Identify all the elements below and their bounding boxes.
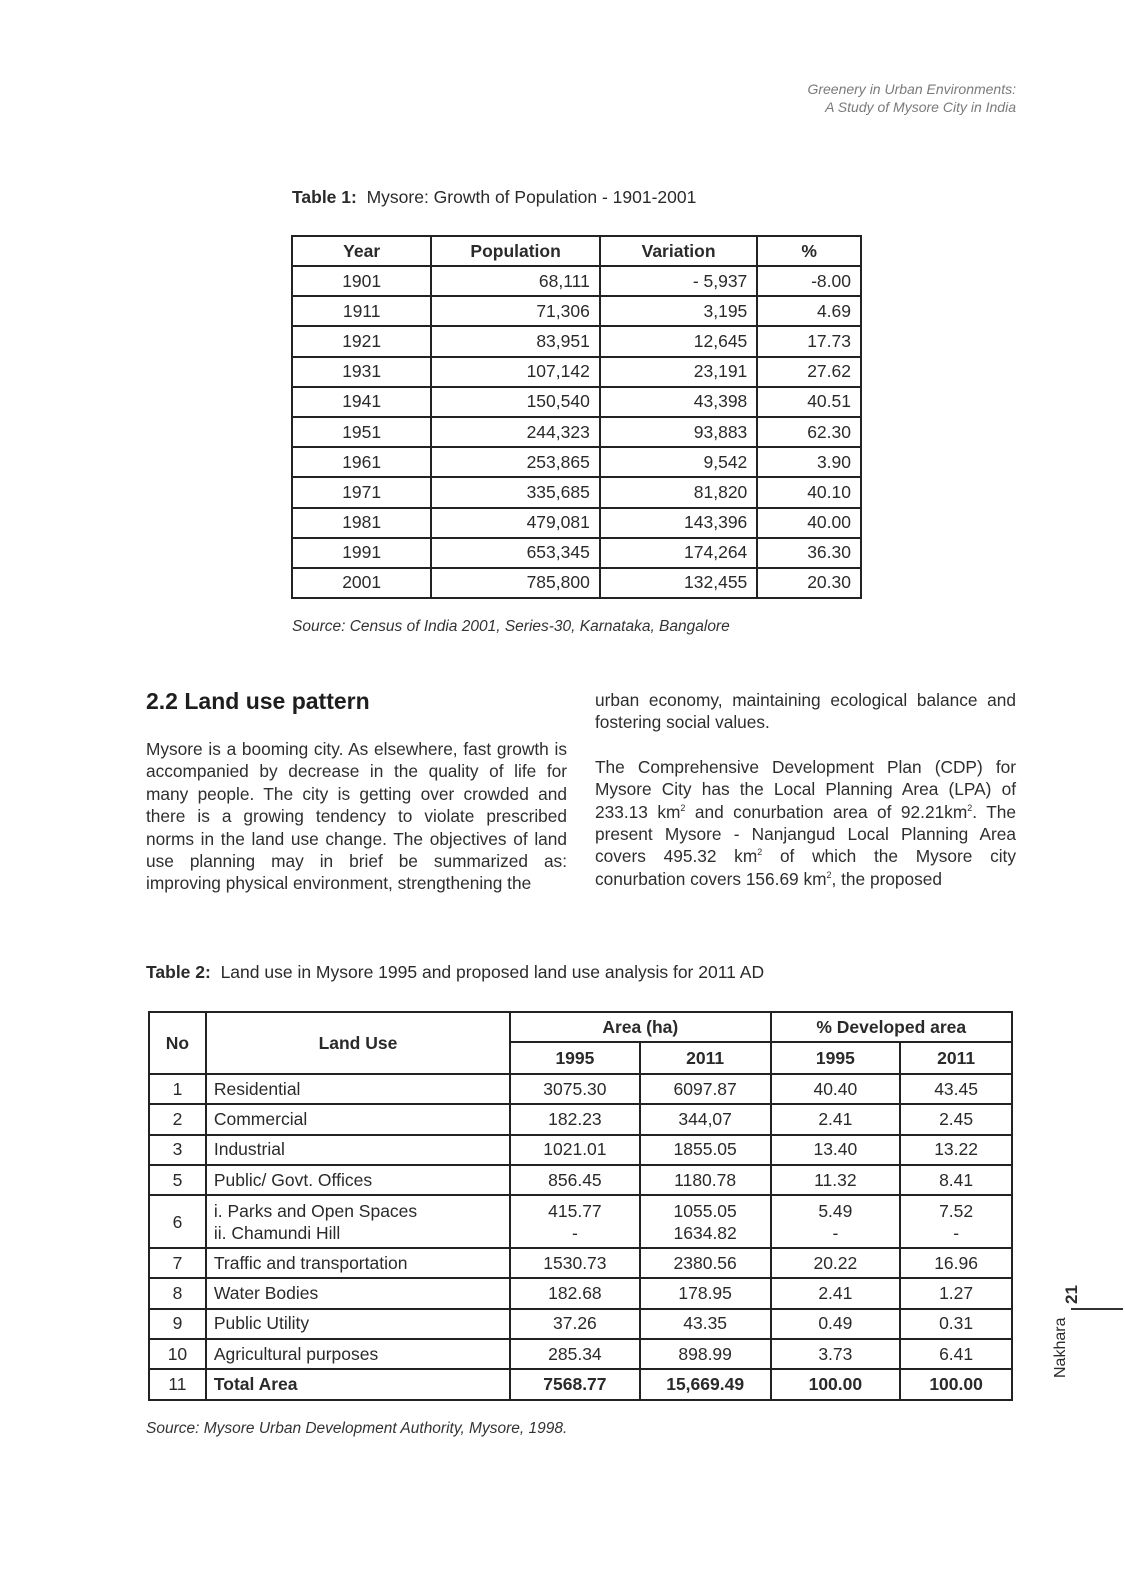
cell-dev-1995 <box>771 1195 901 1248</box>
superscript: 2 <box>680 802 686 813</box>
col-developed-group: % Developed area <box>771 1012 1012 1042</box>
table-total-row <box>149 1369 1012 1399</box>
col-area-1995: 1995 <box>510 1042 640 1074</box>
cell-population: 244,323 <box>431 417 600 447</box>
cell-land-use: Water Bodies <box>206 1278 510 1308</box>
cell-population: 83,951 <box>431 326 600 356</box>
superscript: 2 <box>967 802 973 813</box>
cell-percent: 17.73 <box>757 326 861 356</box>
cell-percent: -8.00 <box>757 266 861 296</box>
table-row <box>292 326 861 356</box>
cell-no: 2 <box>149 1104 206 1134</box>
cell-area-1995: 182.68 <box>510 1278 640 1308</box>
table-row <box>149 1339 1012 1369</box>
table-row <box>292 357 861 387</box>
table-row <box>149 1278 1012 1308</box>
divider <box>1071 1308 1123 1310</box>
cell-no: 1 <box>149 1074 206 1104</box>
cell-year: 2001 <box>292 568 431 598</box>
value: - <box>832 1222 839 1243</box>
value: - <box>953 1222 960 1243</box>
cell-area-2011: 1180.78 <box>640 1165 771 1195</box>
table-row <box>292 477 861 507</box>
cell-year: 1991 <box>292 538 431 568</box>
col-area-group: Area (ha) <box>510 1012 770 1042</box>
table-row <box>292 296 861 326</box>
running-header <box>807 80 1016 116</box>
cell-dev-1995: 100.00 <box>771 1369 901 1399</box>
cell-land-use: Traffic and transportation <box>206 1248 510 1278</box>
header-line-2: A Study of Mysore City in India <box>825 99 1016 115</box>
cell-area-1995: 182.23 <box>510 1104 640 1134</box>
table-header-row <box>149 1012 1012 1042</box>
cell-variation: 132,455 <box>600 568 757 598</box>
cell-area-2011: 15,669.49 <box>640 1369 771 1399</box>
cell-dev-1995: 3.73 <box>771 1339 901 1369</box>
text-span: , the proposed <box>831 868 943 889</box>
cell-year: 1921 <box>292 326 431 356</box>
section-heading: 2.2 Land use pattern <box>146 688 370 714</box>
cell-land-use: Residential <box>206 1074 510 1104</box>
cell-no: 9 <box>149 1309 206 1339</box>
cell-land-use: Commercial <box>206 1104 510 1134</box>
cell-area-1995: 856.45 <box>510 1165 640 1195</box>
magazine-name: Nakhara <box>1052 1317 1069 1378</box>
superscript: 2 <box>826 870 832 881</box>
cell-no: 10 <box>149 1339 206 1369</box>
right-paragraph-1: urban economy, maintaining ecological balance and fostering social values. <box>595 690 1016 733</box>
cell-year: 1931 <box>292 357 431 387</box>
value: 1634.82 <box>673 1222 737 1243</box>
table1-label: Table 1: <box>292 187 357 207</box>
cell-variation: 3,195 <box>600 296 757 326</box>
table-header-row <box>292 236 861 266</box>
table-row <box>292 568 861 598</box>
col-dev-2011: 2011 <box>900 1042 1012 1074</box>
cell-dev-1995: 13.40 <box>771 1135 901 1165</box>
value: - <box>571 1222 578 1243</box>
table-row <box>292 417 861 447</box>
text-span: and conurbation area of 92.21km <box>685 801 968 822</box>
cell-year: 1961 <box>292 447 431 477</box>
cell-area-2011: 43.35 <box>640 1309 771 1339</box>
cell-no: 6 <box>149 1195 206 1248</box>
table-row <box>149 1165 1012 1195</box>
table-row <box>292 508 861 538</box>
header-line-1: Greenery in Urban Environments: <box>807 81 1016 97</box>
cell-year: 1951 <box>292 417 431 447</box>
cell-dev-2011: 0.31 <box>900 1309 1012 1339</box>
cell-percent: 27.62 <box>757 357 861 387</box>
cell-year: 1981 <box>292 508 431 538</box>
cell-population: 150,540 <box>431 387 600 417</box>
cell-land-use: Industrial <box>206 1135 510 1165</box>
cell-percent: 20.30 <box>757 568 861 598</box>
cell-population: 107,142 <box>431 357 600 387</box>
cell-percent: 3.90 <box>757 447 861 477</box>
cell-year: 1911 <box>292 296 431 326</box>
table1-caption <box>292 187 696 208</box>
sub-item-chamundi: ii. Chamundi Hill <box>213 1222 341 1243</box>
cell-population: 479,081 <box>431 508 600 538</box>
cell-dev-1995: 20.22 <box>771 1248 901 1278</box>
table-row <box>292 538 861 568</box>
cell-area-2011: 6097.87 <box>640 1074 771 1104</box>
cell-variation: 43,398 <box>600 387 757 417</box>
cell-dev-1995: 40.40 <box>771 1074 901 1104</box>
cell-variation: 93,883 <box>600 417 757 447</box>
text-span: . The present Mysore - Nanjangud Local Planning Area covers 495.32 km <box>595 801 1016 867</box>
cell-area-1995 <box>510 1195 640 1248</box>
cell-population: 653,345 <box>431 538 600 568</box>
cell-percent: 40.51 <box>757 387 861 417</box>
right-column <box>595 689 1016 912</box>
cell-area-1995: 1530.73 <box>510 1248 640 1278</box>
table-row <box>292 447 861 477</box>
table2-label: Table 2: <box>146 962 211 982</box>
cell-percent: 40.00 <box>757 508 861 538</box>
right-paragraph-2 <box>595 756 1016 890</box>
cell-population: 335,685 <box>431 477 600 507</box>
cell-dev-2011: 100.00 <box>900 1369 1012 1399</box>
value: 5.49 <box>818 1200 853 1221</box>
col-no: No <box>149 1012 206 1074</box>
cell-land-use <box>206 1195 510 1248</box>
cell-land-use: Public/ Govt. Offices <box>206 1165 510 1195</box>
cell-year: 1941 <box>292 387 431 417</box>
cell-no: 5 <box>149 1165 206 1195</box>
cell-area-1995: 1021.01 <box>510 1135 640 1165</box>
cell-population: 71,306 <box>431 296 600 326</box>
sub-item-parks: i. Parks and Open Spaces <box>213 1200 418 1221</box>
cell-variation: 143,396 <box>600 508 757 538</box>
cell-area-1995: 3075.30 <box>510 1074 640 1104</box>
cell-variation: 174,264 <box>600 538 757 568</box>
cell-area-1995: 285.34 <box>510 1339 640 1369</box>
cell-no: 8 <box>149 1278 206 1308</box>
cell-dev-1995: 11.32 <box>771 1165 901 1195</box>
cell-dev-2011: 6.41 <box>900 1339 1012 1369</box>
value: 7.52 <box>939 1200 974 1221</box>
cell-dev-1995: 2.41 <box>771 1104 901 1134</box>
cell-area-2011 <box>640 1195 771 1248</box>
table-row <box>292 387 861 417</box>
land-use-table <box>148 1011 1013 1401</box>
left-column <box>146 738 567 917</box>
cell-year: 1901 <box>292 266 431 296</box>
cell-dev-2011 <box>900 1195 1012 1248</box>
value: 1055.05 <box>673 1200 737 1221</box>
cell-dev-1995: 2.41 <box>771 1278 901 1308</box>
cell-area-2011: 1855.05 <box>640 1135 771 1165</box>
cell-dev-2011: 2.45 <box>900 1104 1012 1134</box>
cell-variation: - 5,937 <box>600 266 757 296</box>
cell-area-2011: 344,07 <box>640 1104 771 1134</box>
col-area-2011: 2011 <box>640 1042 771 1074</box>
superscript: 2 <box>757 847 763 858</box>
cell-percent: 4.69 <box>757 296 861 326</box>
cell-area-2011: 2380.56 <box>640 1248 771 1278</box>
cell-land-use: Agricultural purposes <box>206 1339 510 1369</box>
page-footer-side <box>1048 1268 1123 1383</box>
cell-dev-2011: 16.96 <box>900 1248 1012 1278</box>
cell-percent: 40.10 <box>757 477 861 507</box>
cell-dev-2011: 43.45 <box>900 1074 1012 1104</box>
cell-variation: 12,645 <box>600 326 757 356</box>
cell-area-1995: 37.26 <box>510 1309 640 1339</box>
cell-dev-2011: 13.22 <box>900 1135 1012 1165</box>
cell-no: 3 <box>149 1135 206 1165</box>
table-row <box>149 1248 1012 1278</box>
cell-population: 253,865 <box>431 447 600 477</box>
cell-no: 7 <box>149 1248 206 1278</box>
cell-dev-2011: 8.41 <box>900 1165 1012 1195</box>
cell-variation: 23,191 <box>600 357 757 387</box>
table2-title: Land use in Mysore 1995 and proposed land use analysis for 2011 AD <box>220 962 765 982</box>
cell-percent: 62.30 <box>757 417 861 447</box>
col-land-use: Land Use <box>206 1012 510 1074</box>
text-span: The Comprehensive Development Plan (CDP) for Mysore City has the Local Planning Area (LPA) of 233.13 km <box>595 756 1016 822</box>
cell-land-use: Total Area <box>206 1369 510 1399</box>
cell-percent: 36.30 <box>757 538 861 568</box>
col-variation: Variation <box>600 236 757 266</box>
table-row <box>149 1074 1012 1104</box>
cell-area-2011: 178.95 <box>640 1278 771 1308</box>
cell-dev-2011: 1.27 <box>900 1278 1012 1308</box>
value: 415.77 <box>548 1200 602 1221</box>
cell-variation: 81,820 <box>600 477 757 507</box>
left-paragraph: Mysore is a booming city. As elsewhere, fast growth is accompanied by decrease in the quality of life for many people. The city is getting over crowded and there is a growing tendency to violate prescribed norms in the land use change. The objectives of land use planning may in brief be summarized as: improving physical environment, strengthening the <box>146 739 567 894</box>
col-year: Year <box>292 236 431 266</box>
cell-population: 785,800 <box>431 568 600 598</box>
col-percent: % <box>757 236 861 266</box>
table-row <box>292 266 861 296</box>
table1-title: Mysore: Growth of Population - 1901-2001 <box>366 187 697 207</box>
cell-no: 11 <box>149 1369 206 1399</box>
cell-year: 1971 <box>292 477 431 507</box>
cell-area-1995: 7568.77 <box>510 1369 640 1399</box>
cell-variation: 9,542 <box>600 447 757 477</box>
population-table <box>291 235 862 599</box>
cell-population: 68,111 <box>431 266 600 296</box>
table-row <box>149 1104 1012 1134</box>
table-row <box>149 1195 1012 1248</box>
table1-source: Source: Census of India 2001, Series-30, Karnataka, Bangalore <box>292 618 730 635</box>
cell-land-use: Public Utility <box>206 1309 510 1339</box>
cell-area-2011: 898.99 <box>640 1339 771 1369</box>
table2-caption <box>146 962 764 983</box>
table2-source: Source: Mysore Urban Development Authority, Mysore, 1998. <box>146 1420 568 1437</box>
table-row <box>149 1309 1012 1339</box>
cell-dev-1995: 0.49 <box>771 1309 901 1339</box>
col-population: Population <box>431 236 600 266</box>
col-dev-1995: 1995 <box>771 1042 901 1074</box>
text-span: of which the Mysore city conurbation covers 156.69 km <box>595 846 1016 889</box>
table-row <box>149 1135 1012 1165</box>
page-number: 21 <box>1062 1285 1081 1304</box>
